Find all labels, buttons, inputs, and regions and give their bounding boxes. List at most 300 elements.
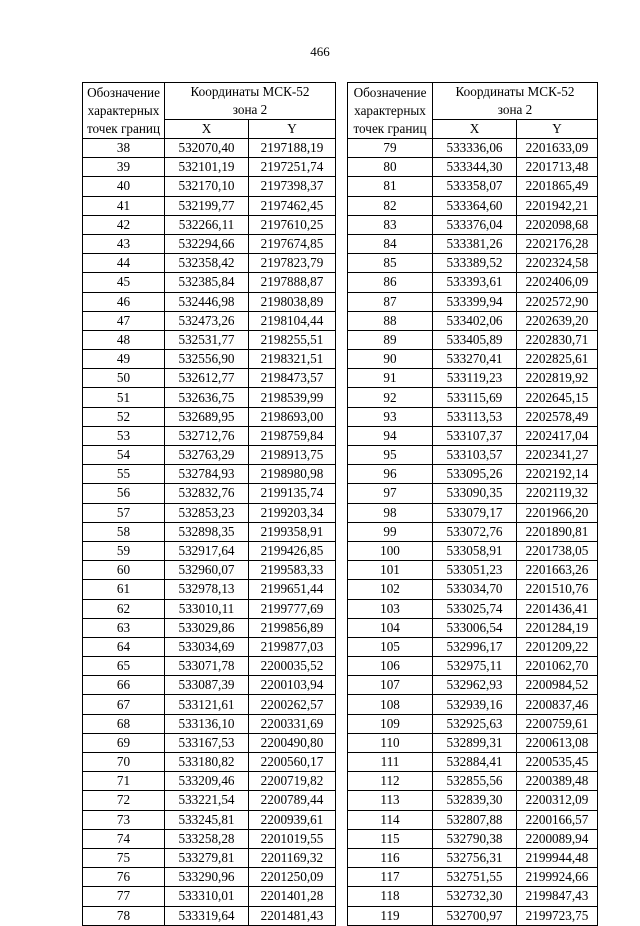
y-coordinate-cell: 2197674,85 xyxy=(249,234,336,253)
table-row xyxy=(348,292,598,311)
x-coordinate-cell: 533079,17 xyxy=(433,503,517,522)
y-coordinate-cell: 2200789,44 xyxy=(249,791,336,810)
x-coordinate-cell: 533103,57 xyxy=(433,446,517,465)
y-coordinate-cell: 2200035,52 xyxy=(249,657,336,676)
point-number-cell: 100 xyxy=(348,541,433,560)
point-number-cell: 62 xyxy=(83,599,165,618)
designation-line-3: точек границ xyxy=(353,120,427,136)
table-row xyxy=(348,618,598,637)
point-number-cell: 114 xyxy=(348,810,433,829)
table-row xyxy=(83,177,336,196)
x-coordinate-cell: 533279,81 xyxy=(165,848,249,867)
y-coordinate-cell: 2199426,85 xyxy=(249,541,336,560)
coords-title-header: Координаты МСК-52 xyxy=(433,83,598,102)
table-row xyxy=(83,254,336,273)
y-coordinate-cell: 2199358,91 xyxy=(249,522,336,541)
y-coordinate-cell: 2201890,81 xyxy=(517,522,598,541)
x-coordinate-cell: 533399,94 xyxy=(433,292,517,311)
x-coordinate-cell: 533258,28 xyxy=(165,829,249,848)
x-coordinate-cell: 532925,63 xyxy=(433,714,517,733)
y-coordinate-cell: 2198913,75 xyxy=(249,446,336,465)
table-body-left xyxy=(83,139,336,926)
table-row xyxy=(348,407,598,426)
point-number-cell: 69 xyxy=(83,733,165,752)
point-number-cell: 42 xyxy=(83,215,165,234)
y-coordinate-cell: 2201633,09 xyxy=(517,139,598,158)
x-coordinate-cell: 533381,26 xyxy=(433,234,517,253)
x-coordinate-cell: 533319,64 xyxy=(165,906,249,925)
y-coordinate-cell: 2200837,46 xyxy=(517,695,598,714)
y-coordinate-cell: 2198321,51 xyxy=(249,350,336,369)
table-row xyxy=(348,676,598,695)
table-row xyxy=(83,311,336,330)
table-row xyxy=(83,829,336,848)
point-number-cell: 119 xyxy=(348,906,433,925)
x-coordinate-cell: 533058,91 xyxy=(433,541,517,560)
table-row xyxy=(83,522,336,541)
table-row xyxy=(348,465,598,484)
table-row xyxy=(348,541,598,560)
point-number-cell: 72 xyxy=(83,791,165,810)
point-number-cell: 110 xyxy=(348,733,433,752)
y-coordinate-cell: 2201966,20 xyxy=(517,503,598,522)
zone-header: зона 2 xyxy=(165,101,336,120)
point-number-cell: 106 xyxy=(348,657,433,676)
x-coordinate-cell: 532899,31 xyxy=(433,733,517,752)
y-coordinate-cell: 2200103,94 xyxy=(249,676,336,695)
x-coordinate-cell: 533209,46 xyxy=(165,772,249,791)
y-coordinate-cell: 2200613,08 xyxy=(517,733,598,752)
point-number-cell: 108 xyxy=(348,695,433,714)
y-coordinate-cell: 2200262,57 xyxy=(249,695,336,714)
table-row xyxy=(348,350,598,369)
table-row xyxy=(83,848,336,867)
x-coordinate-cell: 533087,39 xyxy=(165,676,249,695)
point-number-cell: 66 xyxy=(83,676,165,695)
table-row xyxy=(83,234,336,253)
y-coordinate-cell: 2202119,32 xyxy=(517,484,598,503)
designation-line-1: Обозначение xyxy=(87,84,160,100)
point-number-cell: 63 xyxy=(83,618,165,637)
y-coordinate-cell: 2201019,55 xyxy=(249,829,336,848)
point-number-cell: 93 xyxy=(348,407,433,426)
point-number-cell: 51 xyxy=(83,388,165,407)
y-coordinate-cell: 2199651,44 xyxy=(249,580,336,599)
x-coordinate-cell: 532790,38 xyxy=(433,829,517,848)
x-coordinate-cell: 533245,81 xyxy=(165,810,249,829)
table-row xyxy=(83,158,336,177)
point-number-cell: 116 xyxy=(348,848,433,867)
designation-line-2: характерных xyxy=(87,102,160,118)
point-number-cell: 56 xyxy=(83,484,165,503)
x-coordinate-cell: 533029,86 xyxy=(165,618,249,637)
y-coordinate-cell: 2200089,94 xyxy=(517,829,598,848)
table-row xyxy=(348,139,598,158)
y-coordinate-cell: 2201401,28 xyxy=(249,887,336,906)
y-coordinate-cell: 2200719,82 xyxy=(249,772,336,791)
table-row xyxy=(348,637,598,656)
y-coordinate-cell: 2197610,25 xyxy=(249,215,336,234)
table-row xyxy=(348,887,598,906)
x-coordinate-cell: 532763,29 xyxy=(165,446,249,465)
point-number-cell: 60 xyxy=(83,561,165,580)
point-number-cell: 68 xyxy=(83,714,165,733)
point-number-cell: 91 xyxy=(348,369,433,388)
x-coordinate-cell: 533025,74 xyxy=(433,599,517,618)
y-coordinate-cell: 2200490,80 xyxy=(249,733,336,752)
x-coordinate-cell: 532975,11 xyxy=(433,657,517,676)
table-row xyxy=(348,369,598,388)
point-number-cell: 77 xyxy=(83,887,165,906)
y-coordinate-cell: 2198473,57 xyxy=(249,369,336,388)
point-number-cell: 113 xyxy=(348,791,433,810)
point-number-cell: 117 xyxy=(348,868,433,887)
x-coordinate-cell: 532556,90 xyxy=(165,350,249,369)
table-row xyxy=(348,196,598,215)
y-coordinate-cell: 2200560,17 xyxy=(249,753,336,772)
x-coordinate-cell: 532266,11 xyxy=(165,215,249,234)
x-coordinate-cell: 532784,93 xyxy=(165,465,249,484)
point-number-cell: 94 xyxy=(348,426,433,445)
table-row xyxy=(348,177,598,196)
y-coordinate-cell: 2200389,48 xyxy=(517,772,598,791)
designation-line-1: Обозначение xyxy=(353,84,427,100)
x-coordinate-cell: 532884,41 xyxy=(433,753,517,772)
x-coordinate-cell: 532839,30 xyxy=(433,791,517,810)
x-column-header: X xyxy=(433,120,517,139)
y-coordinate-cell: 2202192,14 xyxy=(517,465,598,484)
x-coordinate-cell: 532962,93 xyxy=(433,676,517,695)
table-row xyxy=(83,791,336,810)
y-coordinate-cell: 2202572,90 xyxy=(517,292,598,311)
table-row xyxy=(83,196,336,215)
table-row xyxy=(83,484,336,503)
y-coordinate-cell: 2201209,22 xyxy=(517,637,598,656)
designation-line-2: характерных xyxy=(354,102,426,118)
y-coordinate-cell: 2198693,00 xyxy=(249,407,336,426)
y-coordinate-cell: 2201250,09 xyxy=(249,868,336,887)
table-row xyxy=(348,561,598,580)
point-number-cell: 75 xyxy=(83,848,165,867)
y-coordinate-cell: 2200166,57 xyxy=(517,810,598,829)
point-number-cell: 101 xyxy=(348,561,433,580)
y-coordinate-cell: 2198539,99 xyxy=(249,388,336,407)
table-row xyxy=(348,599,598,618)
point-number-cell: 82 xyxy=(348,196,433,215)
table-row xyxy=(83,695,336,714)
table-row xyxy=(83,330,336,349)
point-number-cell: 67 xyxy=(83,695,165,714)
x-coordinate-cell: 532853,23 xyxy=(165,503,249,522)
y-coordinate-cell: 2202639,20 xyxy=(517,311,598,330)
point-number-cell: 49 xyxy=(83,350,165,369)
x-coordinate-cell: 533006,54 xyxy=(433,618,517,637)
table-row xyxy=(348,906,598,925)
x-coordinate-cell: 533344,30 xyxy=(433,158,517,177)
table-row xyxy=(83,215,336,234)
x-coordinate-cell: 532732,30 xyxy=(433,887,517,906)
table-row xyxy=(348,695,598,714)
table-row xyxy=(348,273,598,292)
x-coordinate-cell: 532712,76 xyxy=(165,426,249,445)
x-coordinate-cell: 533119,23 xyxy=(433,369,517,388)
y-coordinate-cell: 2197888,87 xyxy=(249,273,336,292)
y-coordinate-cell: 2202825,61 xyxy=(517,350,598,369)
point-number-cell: 85 xyxy=(348,254,433,273)
y-coordinate-cell: 2199944,48 xyxy=(517,848,598,867)
point-number-cell: 102 xyxy=(348,580,433,599)
table-row xyxy=(348,330,598,349)
y-coordinate-cell: 2198980,98 xyxy=(249,465,336,484)
y-coordinate-cell: 2199924,66 xyxy=(517,868,598,887)
x-coordinate-cell: 532996,17 xyxy=(433,637,517,656)
x-coordinate-cell: 532939,16 xyxy=(433,695,517,714)
table-row xyxy=(348,522,598,541)
y-coordinate-cell: 2201481,43 xyxy=(249,906,336,925)
point-number-cell: 87 xyxy=(348,292,433,311)
x-coordinate-cell: 533336,06 xyxy=(433,139,517,158)
y-coordinate-cell: 2201663,26 xyxy=(517,561,598,580)
point-number-cell: 107 xyxy=(348,676,433,695)
point-number-cell: 92 xyxy=(348,388,433,407)
point-number-cell: 53 xyxy=(83,426,165,445)
coordinates-table-left xyxy=(82,82,336,926)
table-row xyxy=(83,273,336,292)
table-row xyxy=(83,292,336,311)
y-coordinate-cell: 2202406,09 xyxy=(517,273,598,292)
table-row xyxy=(83,887,336,906)
point-number-cell: 83 xyxy=(348,215,433,234)
x-coordinate-cell: 532807,88 xyxy=(433,810,517,829)
y-coordinate-cell: 2202324,58 xyxy=(517,254,598,273)
table-body-right xyxy=(348,139,598,926)
point-number-cell: 48 xyxy=(83,330,165,349)
y-coordinate-cell: 2199203,34 xyxy=(249,503,336,522)
point-number-cell: 43 xyxy=(83,234,165,253)
point-number-cell: 80 xyxy=(348,158,433,177)
table-row xyxy=(83,637,336,656)
x-coordinate-cell: 532199,77 xyxy=(165,196,249,215)
table-row xyxy=(83,541,336,560)
designation-header xyxy=(83,83,165,139)
y-coordinate-cell: 2197251,74 xyxy=(249,158,336,177)
y-coordinate-cell: 2202341,27 xyxy=(517,446,598,465)
point-number-cell: 59 xyxy=(83,541,165,560)
point-number-cell: 44 xyxy=(83,254,165,273)
y-coordinate-cell: 2201738,05 xyxy=(517,541,598,560)
x-coordinate-cell: 532855,56 xyxy=(433,772,517,791)
table-row xyxy=(348,791,598,810)
y-coordinate-cell: 2202830,71 xyxy=(517,330,598,349)
y-coordinate-cell: 2197188,19 xyxy=(249,139,336,158)
x-coordinate-cell: 533310,01 xyxy=(165,887,249,906)
y-coordinate-cell: 2202645,15 xyxy=(517,388,598,407)
table-row xyxy=(83,868,336,887)
table-row xyxy=(348,772,598,791)
x-coordinate-cell: 533389,52 xyxy=(433,254,517,273)
x-coordinate-cell: 532917,64 xyxy=(165,541,249,560)
table-row xyxy=(348,733,598,752)
point-number-cell: 57 xyxy=(83,503,165,522)
table-row xyxy=(83,733,336,752)
point-number-cell: 118 xyxy=(348,887,433,906)
x-coordinate-cell: 532689,95 xyxy=(165,407,249,426)
table-row xyxy=(348,848,598,867)
designation-header xyxy=(348,83,433,139)
x-coordinate-cell: 532101,19 xyxy=(165,158,249,177)
table-row xyxy=(348,234,598,253)
y-coordinate-cell: 2201062,70 xyxy=(517,657,598,676)
table-row xyxy=(348,388,598,407)
table-row xyxy=(348,254,598,273)
y-coordinate-cell: 2201713,48 xyxy=(517,158,598,177)
table-row xyxy=(83,561,336,580)
table-row xyxy=(348,580,598,599)
y-coordinate-cell: 2201284,19 xyxy=(517,618,598,637)
y-coordinate-cell: 2200759,61 xyxy=(517,714,598,733)
y-coordinate-cell: 2199856,89 xyxy=(249,618,336,637)
y-coordinate-cell: 2201169,32 xyxy=(249,848,336,867)
designation-line-3: точек границ xyxy=(86,120,161,136)
point-number-cell: 97 xyxy=(348,484,433,503)
y-column-header: Y xyxy=(249,120,336,139)
table-row xyxy=(348,714,598,733)
x-coordinate-cell: 532756,31 xyxy=(433,848,517,867)
point-number-cell: 50 xyxy=(83,369,165,388)
table-row xyxy=(83,772,336,791)
point-number-cell: 38 xyxy=(83,139,165,158)
x-coordinate-cell: 533180,82 xyxy=(165,753,249,772)
x-coordinate-cell: 533393,61 xyxy=(433,273,517,292)
y-coordinate-cell: 2198104,44 xyxy=(249,311,336,330)
point-number-cell: 84 xyxy=(348,234,433,253)
x-coordinate-cell: 533115,69 xyxy=(433,388,517,407)
table-row xyxy=(348,829,598,848)
point-number-cell: 78 xyxy=(83,906,165,925)
y-coordinate-cell: 2199877,03 xyxy=(249,637,336,656)
y-coordinate-cell: 2201436,41 xyxy=(517,599,598,618)
point-number-cell: 115 xyxy=(348,829,433,848)
table-row xyxy=(83,407,336,426)
y-coordinate-cell: 2200939,61 xyxy=(249,810,336,829)
y-coordinate-cell: 2199777,69 xyxy=(249,599,336,618)
y-coordinate-cell: 2198038,89 xyxy=(249,292,336,311)
y-column-header: Y xyxy=(517,120,598,139)
y-coordinate-cell: 2197398,37 xyxy=(249,177,336,196)
point-number-cell: 86 xyxy=(348,273,433,292)
x-coordinate-cell: 532751,55 xyxy=(433,868,517,887)
y-coordinate-cell: 2199583,33 xyxy=(249,561,336,580)
y-coordinate-cell: 2202176,28 xyxy=(517,234,598,253)
table-row xyxy=(83,810,336,829)
y-coordinate-cell: 2198255,51 xyxy=(249,330,336,349)
point-number-cell: 89 xyxy=(348,330,433,349)
point-number-cell: 111 xyxy=(348,753,433,772)
table-row xyxy=(83,369,336,388)
point-number-cell: 71 xyxy=(83,772,165,791)
y-coordinate-cell: 2199847,43 xyxy=(517,887,598,906)
point-number-cell: 73 xyxy=(83,810,165,829)
point-number-cell: 112 xyxy=(348,772,433,791)
point-number-cell: 109 xyxy=(348,714,433,733)
y-coordinate-cell: 2200312,09 xyxy=(517,791,598,810)
table-row xyxy=(83,139,336,158)
x-coordinate-cell: 533071,78 xyxy=(165,657,249,676)
point-number-cell: 58 xyxy=(83,522,165,541)
table-row xyxy=(83,599,336,618)
point-number-cell: 46 xyxy=(83,292,165,311)
x-coordinate-cell: 533376,04 xyxy=(433,215,517,234)
coords-title-header: Координаты МСК-52 xyxy=(165,83,336,102)
x-coordinate-cell: 532358,42 xyxy=(165,254,249,273)
point-number-cell: 103 xyxy=(348,599,433,618)
table-row xyxy=(348,484,598,503)
table-row xyxy=(83,388,336,407)
table-row xyxy=(83,714,336,733)
x-coordinate-cell: 532294,66 xyxy=(165,234,249,253)
table-row xyxy=(83,503,336,522)
page-number: 466 xyxy=(310,44,330,59)
x-coordinate-cell: 533072,76 xyxy=(433,522,517,541)
x-coordinate-cell: 532612,77 xyxy=(165,369,249,388)
table-row xyxy=(348,311,598,330)
point-number-cell: 65 xyxy=(83,657,165,676)
y-coordinate-cell: 2197462,45 xyxy=(249,196,336,215)
table-row xyxy=(348,753,598,772)
x-coordinate-cell: 532385,84 xyxy=(165,273,249,292)
point-number-cell: 104 xyxy=(348,618,433,637)
point-number-cell: 70 xyxy=(83,753,165,772)
point-number-cell: 98 xyxy=(348,503,433,522)
x-coordinate-cell: 533113,53 xyxy=(433,407,517,426)
point-number-cell: 81 xyxy=(348,177,433,196)
point-number-cell: 96 xyxy=(348,465,433,484)
x-coordinate-cell: 533034,69 xyxy=(165,637,249,656)
x-coordinate-cell: 533051,23 xyxy=(433,561,517,580)
x-coordinate-cell: 533107,37 xyxy=(433,426,517,445)
y-coordinate-cell: 2199723,75 xyxy=(517,906,598,925)
x-coordinate-cell: 533221,54 xyxy=(165,791,249,810)
point-number-cell: 39 xyxy=(83,158,165,177)
table-row xyxy=(348,657,598,676)
point-number-cell: 95 xyxy=(348,446,433,465)
table-row xyxy=(83,426,336,445)
y-coordinate-cell: 2197823,79 xyxy=(249,254,336,273)
x-coordinate-cell: 533095,26 xyxy=(433,465,517,484)
table-row xyxy=(83,465,336,484)
x-coordinate-cell: 533090,35 xyxy=(433,484,517,503)
x-coordinate-cell: 533270,41 xyxy=(433,350,517,369)
point-number-cell: 79 xyxy=(348,139,433,158)
x-coordinate-cell: 532170,10 xyxy=(165,177,249,196)
table-row xyxy=(348,503,598,522)
x-coordinate-cell: 532960,07 xyxy=(165,561,249,580)
point-number-cell: 55 xyxy=(83,465,165,484)
y-coordinate-cell: 2198759,84 xyxy=(249,426,336,445)
y-coordinate-cell: 2201865,49 xyxy=(517,177,598,196)
point-number-cell: 88 xyxy=(348,311,433,330)
y-coordinate-cell: 2200984,52 xyxy=(517,676,598,695)
y-coordinate-cell: 2199135,74 xyxy=(249,484,336,503)
point-number-cell: 61 xyxy=(83,580,165,599)
x-coordinate-cell: 533121,61 xyxy=(165,695,249,714)
point-number-cell: 40 xyxy=(83,177,165,196)
table-row xyxy=(348,158,598,177)
x-coordinate-cell: 533402,06 xyxy=(433,311,517,330)
x-coordinate-cell: 532898,35 xyxy=(165,522,249,541)
y-coordinate-cell: 2200331,69 xyxy=(249,714,336,733)
table-row xyxy=(348,868,598,887)
